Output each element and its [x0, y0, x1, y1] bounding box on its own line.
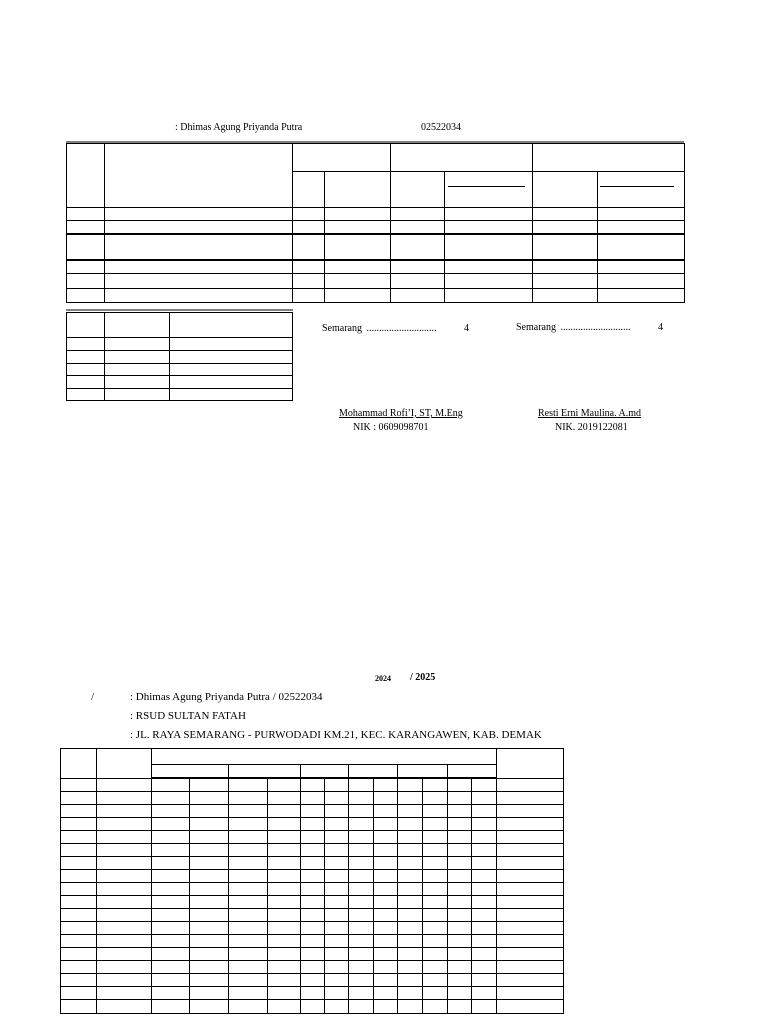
sign-left-year: 4	[464, 323, 469, 334]
sign-left-place	[322, 323, 437, 335]
sign-left-place-text: Semarang	[322, 323, 362, 334]
student-name-line: : Dhimas Agung Priyanda Putra / 02522034	[130, 691, 323, 703]
student-name: : Dhimas Agung Priyanda Putra	[175, 122, 303, 133]
sign-right-nik: NIK. 2019122081	[555, 422, 628, 433]
sign-right-year: 4	[658, 322, 663, 333]
year-b: / 2025	[410, 672, 436, 683]
sign-left-nik: NIK : 0609098701	[353, 422, 429, 433]
student-id: 02522034	[421, 122, 461, 133]
sign-right-place-text: Semarang	[516, 322, 556, 333]
place-line: : RSUD SULTAN FATAH	[130, 710, 246, 722]
sign-right-dots: ............................	[560, 322, 631, 333]
address-line: : JL. RAYA SEMARANG - PURWODADI KM.21, KEC. KARANGAWEN, KAB. DEMAK	[130, 729, 542, 741]
sign-left-name: Mohammad Rofi’I, ST, M.Eng	[339, 408, 463, 419]
sign-right-place	[516, 322, 631, 334]
year-a: 2024	[375, 674, 391, 683]
sign-left-dots: ............................	[366, 323, 437, 334]
slash-separator: /	[91, 691, 95, 703]
sign-right-name: Resti Erni Maulina. A.md	[538, 408, 642, 419]
